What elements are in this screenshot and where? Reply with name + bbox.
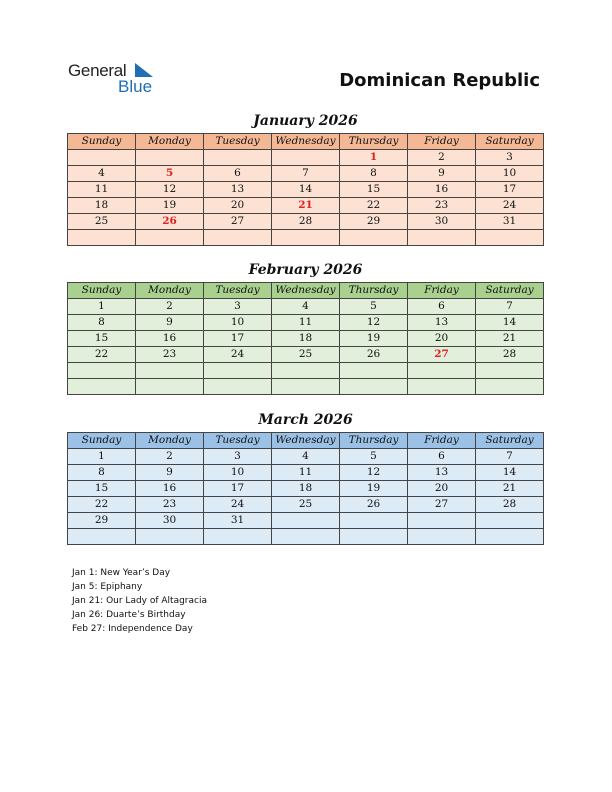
day-cell: 7: [476, 299, 544, 315]
weekday-header: Tuesday: [204, 134, 272, 150]
day-cell: 2: [136, 449, 204, 465]
calendar-january: [67, 133, 544, 246]
day-cell: 6: [408, 449, 476, 465]
logo-triangle-icon: [135, 63, 153, 77]
weekday-header-row: [68, 433, 544, 449]
day-cell: [340, 379, 408, 395]
day-cell: [340, 513, 408, 529]
weekday-header: Wednesday: [272, 134, 340, 150]
day-cell: 26: [136, 214, 204, 230]
day-cell: 3: [476, 150, 544, 166]
day-cell: 12: [340, 315, 408, 331]
weekday-header: Saturday: [476, 283, 544, 299]
day-cell: 19: [340, 481, 408, 497]
day-cell: 24: [204, 497, 272, 513]
day-cell: [204, 379, 272, 395]
day-cell: 20: [204, 198, 272, 214]
day-cell: 29: [340, 214, 408, 230]
day-cell: 13: [408, 315, 476, 331]
day-cell: 24: [204, 347, 272, 363]
week-row: [68, 182, 544, 198]
day-cell: [476, 379, 544, 395]
logo-word-general: General: [68, 61, 127, 80]
day-cell: 18: [68, 198, 136, 214]
day-cell: [136, 363, 204, 379]
day-cell: 30: [408, 214, 476, 230]
day-cell: [340, 230, 408, 246]
day-cell: 4: [272, 299, 340, 315]
day-cell: 22: [68, 497, 136, 513]
day-cell: 19: [340, 331, 408, 347]
day-cell: [204, 150, 272, 166]
day-cell: [476, 513, 544, 529]
day-cell: 24: [476, 198, 544, 214]
day-cell: 6: [204, 166, 272, 182]
day-cell: [68, 363, 136, 379]
day-cell: 29: [68, 513, 136, 529]
month-title-january: January 2026: [253, 113, 358, 129]
day-cell: 14: [476, 315, 544, 331]
weekday-header-row: [68, 134, 544, 150]
day-cell: 2: [408, 150, 476, 166]
day-cell: 1: [340, 150, 408, 166]
day-cell: 2: [136, 299, 204, 315]
day-cell: [136, 230, 204, 246]
day-cell: [272, 513, 340, 529]
day-cell: 22: [68, 347, 136, 363]
day-cell: [408, 363, 476, 379]
day-cell: 4: [68, 166, 136, 182]
day-cell: 9: [136, 315, 204, 331]
day-cell: 27: [408, 497, 476, 513]
day-cell: [68, 379, 136, 395]
day-cell: 26: [340, 497, 408, 513]
day-cell: 11: [272, 465, 340, 481]
day-cell: 16: [408, 182, 476, 198]
day-cell: 21: [272, 198, 340, 214]
weekday-header: Sunday: [68, 134, 136, 150]
day-cell: 9: [136, 465, 204, 481]
day-cell: 25: [272, 497, 340, 513]
day-cell: 13: [204, 182, 272, 198]
day-cell: [340, 529, 408, 545]
week-row: [68, 449, 544, 465]
day-cell: 6: [408, 299, 476, 315]
holiday-item: Jan 26: Duarte’s Birthday: [72, 610, 186, 620]
day-cell: 11: [272, 315, 340, 331]
weekday-header: Friday: [408, 134, 476, 150]
day-cell: 26: [340, 347, 408, 363]
day-cell: [68, 230, 136, 246]
week-row: [68, 198, 544, 214]
week-row: [68, 230, 544, 246]
week-row: [68, 347, 544, 363]
day-cell: 4: [272, 449, 340, 465]
holiday-list: [72, 566, 372, 636]
day-cell: [476, 363, 544, 379]
weekday-header: Thursday: [340, 433, 408, 449]
generalblue-logo: [68, 61, 168, 97]
day-cell: [476, 529, 544, 545]
weekday-header: Monday: [136, 283, 204, 299]
week-row: [68, 379, 544, 395]
day-cell: [68, 529, 136, 545]
day-cell: 31: [476, 214, 544, 230]
day-cell: 8: [68, 465, 136, 481]
day-cell: [204, 363, 272, 379]
weekday-header: Tuesday: [204, 283, 272, 299]
week-row: [68, 331, 544, 347]
day-cell: [272, 150, 340, 166]
day-cell: [68, 150, 136, 166]
day-cell: 23: [408, 198, 476, 214]
day-cell: [272, 529, 340, 545]
weekday-header: Monday: [136, 134, 204, 150]
day-cell: 5: [136, 166, 204, 182]
day-cell: 15: [340, 182, 408, 198]
day-cell: 16: [136, 481, 204, 497]
day-cell: 1: [68, 449, 136, 465]
day-cell: [272, 230, 340, 246]
weekday-header: Sunday: [68, 283, 136, 299]
day-cell: [408, 513, 476, 529]
weekday-header: Saturday: [476, 134, 544, 150]
day-cell: 9: [408, 166, 476, 182]
calendar-march: [67, 432, 544, 545]
day-cell: 10: [204, 315, 272, 331]
day-cell: 14: [476, 465, 544, 481]
day-cell: [136, 150, 204, 166]
day-cell: 8: [68, 315, 136, 331]
day-cell: 3: [204, 449, 272, 465]
day-cell: 20: [408, 481, 476, 497]
day-cell: [204, 529, 272, 545]
week-row: [68, 363, 544, 379]
day-cell: 16: [136, 331, 204, 347]
day-cell: 27: [204, 214, 272, 230]
week-row: [68, 465, 544, 481]
day-cell: 11: [68, 182, 136, 198]
day-cell: [408, 379, 476, 395]
day-cell: 17: [476, 182, 544, 198]
day-cell: 21: [476, 331, 544, 347]
day-cell: 17: [204, 331, 272, 347]
day-cell: 1: [68, 299, 136, 315]
country-title: Dominican Republic: [339, 70, 540, 91]
week-row: [68, 214, 544, 230]
week-row: [68, 150, 544, 166]
month-title-february: February 2026: [248, 262, 363, 278]
weekday-header: Tuesday: [204, 433, 272, 449]
day-cell: 7: [272, 166, 340, 182]
day-cell: 5: [340, 299, 408, 315]
day-cell: 21: [476, 481, 544, 497]
day-cell: [272, 363, 340, 379]
day-cell: 12: [340, 465, 408, 481]
week-row: [68, 166, 544, 182]
day-cell: 3: [204, 299, 272, 315]
day-cell: 31: [204, 513, 272, 529]
weekday-header: Thursday: [340, 134, 408, 150]
day-cell: 22: [340, 198, 408, 214]
calendar-february: [67, 282, 544, 395]
day-cell: 10: [476, 166, 544, 182]
day-cell: 28: [476, 347, 544, 363]
day-cell: 18: [272, 481, 340, 497]
week-row: [68, 315, 544, 331]
weekday-header: Wednesday: [272, 283, 340, 299]
day-cell: [408, 230, 476, 246]
day-cell: 23: [136, 347, 204, 363]
week-row: [68, 481, 544, 497]
day-cell: 20: [408, 331, 476, 347]
day-cell: 28: [272, 214, 340, 230]
holiday-item: Feb 27: Independence Day: [72, 624, 193, 634]
day-cell: [408, 529, 476, 545]
holiday-item: Jan 1: New Year’s Day: [72, 568, 171, 578]
week-row: [68, 497, 544, 513]
day-cell: 10: [204, 465, 272, 481]
day-cell: [272, 379, 340, 395]
weekday-header: Monday: [136, 433, 204, 449]
weekday-header: Friday: [408, 433, 476, 449]
day-cell: 12: [136, 182, 204, 198]
day-cell: 28: [476, 497, 544, 513]
day-cell: 15: [68, 481, 136, 497]
day-cell: [136, 379, 204, 395]
day-cell: 19: [136, 198, 204, 214]
day-cell: 18: [272, 331, 340, 347]
day-cell: 5: [340, 449, 408, 465]
holiday-item: Jan 5: Epiphany: [72, 582, 143, 592]
day-cell: [136, 529, 204, 545]
day-cell: 23: [136, 497, 204, 513]
holiday-item: Jan 21: Our Lady of Altagracia: [72, 596, 207, 606]
weekday-header: Wednesday: [272, 433, 340, 449]
week-row: [68, 513, 544, 529]
week-row: [68, 299, 544, 315]
day-cell: 17: [204, 481, 272, 497]
week-row: [68, 529, 544, 545]
weekday-header-row: [68, 283, 544, 299]
day-cell: 13: [408, 465, 476, 481]
day-cell: 15: [68, 331, 136, 347]
day-cell: 30: [136, 513, 204, 529]
day-cell: [476, 230, 544, 246]
day-cell: [340, 363, 408, 379]
day-cell: 27: [408, 347, 476, 363]
day-cell: 25: [68, 214, 136, 230]
month-title-march: March 2026: [258, 412, 353, 428]
day-cell: 8: [340, 166, 408, 182]
weekday-header: Saturday: [476, 433, 544, 449]
day-cell: [204, 230, 272, 246]
day-cell: 25: [272, 347, 340, 363]
logo-word-blue: Blue: [118, 77, 153, 96]
weekday-header: Friday: [408, 283, 476, 299]
weekday-header: Thursday: [340, 283, 408, 299]
day-cell: 14: [272, 182, 340, 198]
day-cell: 7: [476, 449, 544, 465]
weekday-header: Sunday: [68, 433, 136, 449]
